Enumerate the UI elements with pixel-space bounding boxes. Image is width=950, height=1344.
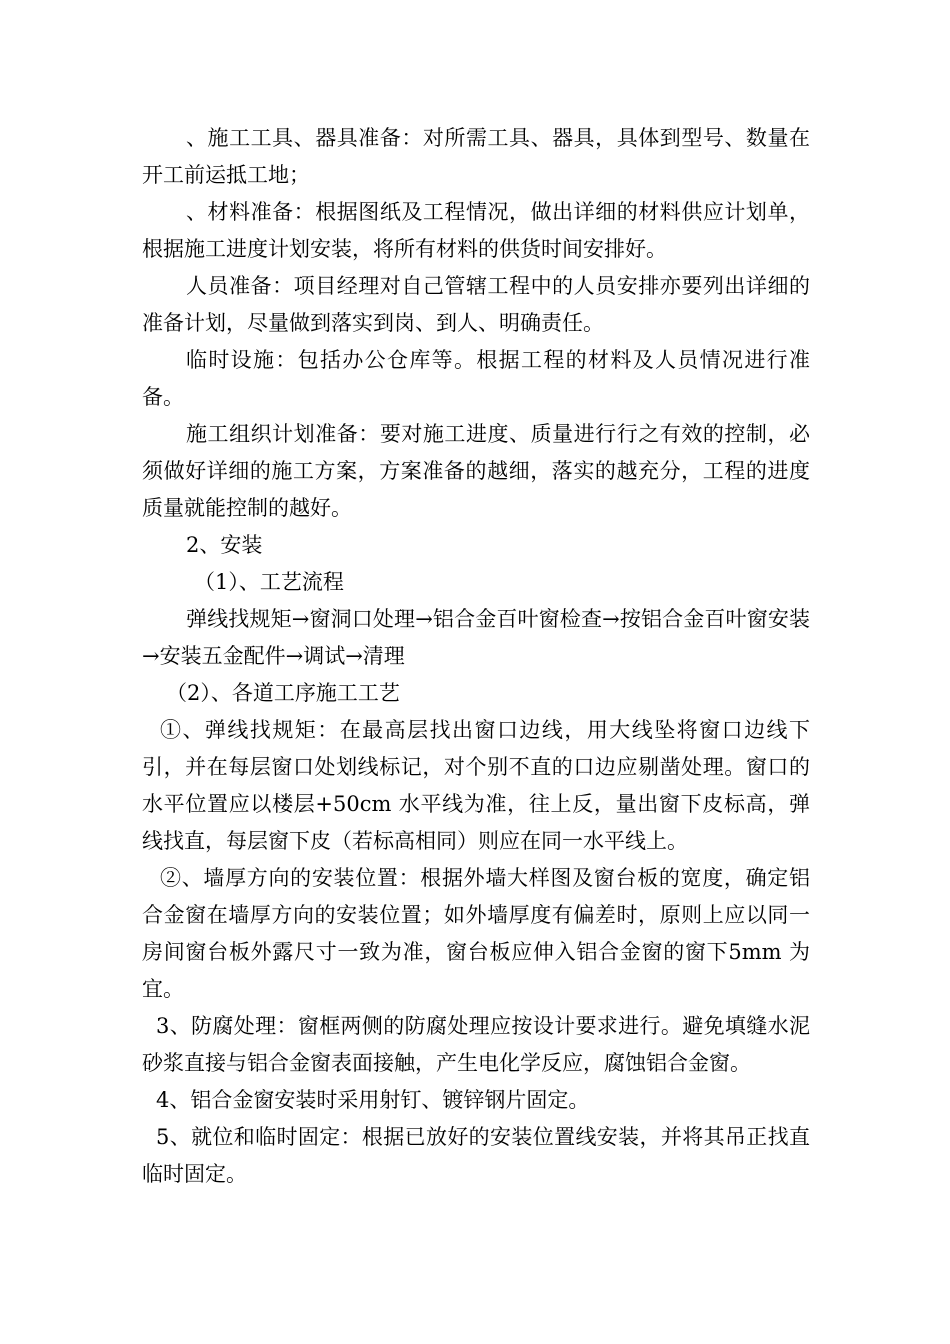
paragraph-fixing: 4、铝合金窗安装时采用射钉、镀锌钢片固定。 (156, 1088, 590, 1112)
paragraph-temporary-facilities: 临时设施：包括办公仓库等。根据工程的材料及人员情况进行准备。 (142, 348, 810, 409)
paragraph-line-marking: ①、弹线找规矩：在最高层找出窗口边线，用大线坠将窗口边线下引，并在每层窗口处划线标记，对个别不直的口边应剔凿处理。窗口的水平位置应以楼层+50cm 水平线为准，往上反，量出窗下皮标高，弹线找直，每层窗下皮（若标高相同）则应在同一水平线上。 (142, 718, 810, 853)
paragraph-wall-position: ②、墙厚方向的安装位置：根据外墙大样图及窗台板的宽度，确定铝合金窗在墙厚方向的安装位置；如外墙厚度有偏差时，原则上应以同一房间窗台板外露尺寸一致为准，窗台板应伸入铝合金窗的窗下5mm 为宜。 (142, 866, 810, 1001)
paragraph-construction-plan: 施工组织计划准备：要对施工进度、质量进行行之有效的控制，必须做好详细的施工方案，方案准备的越细，落实的越充分，工程的进度质量就能控制的越好。 (142, 422, 810, 520)
paragraph-process-flow: 弹线找规矩→窗洞口处理→铝合金百叶窗检查→按铝合金百叶窗安装→安装五金配件→调试→清理 (142, 607, 810, 668)
paragraph-positioning: 5、就位和临时固定：根据已放好的安装位置线安装，并将其吊正找直临时固定。 (142, 1125, 810, 1186)
document-body (142, 120, 810, 1193)
paragraph-tools-preparation: 、施工工具、器具准备：对所需工具、器具，具体到型号、数量在开工前运抵工地； (142, 126, 810, 187)
paragraph-anticorrosion: 3、防腐处理：窗框两侧的防腐处理应按设计要求进行。避免填缝水泥砂浆直接与铝合金窗表面接触，产生电化学反应，腐蚀铝合金窗。 (142, 1014, 810, 1075)
subsection-heading-procedures: （2）、各道工序施工工艺 (166, 681, 400, 705)
section-heading-installation: 2、安装 (186, 533, 263, 557)
paragraph-materials-preparation: 、材料准备：根据图纸及工程情况，做出详细的材料供应计划单，根据施工进度计划安装，将所有材料的供货时间安排好。 (142, 200, 810, 261)
subsection-heading-process-flow: （1）、工艺流程 (194, 570, 344, 594)
paragraph-personnel-preparation: 人员准备：项目经理对自己管辖工程中的人员安排亦要列出详细的准备计划，尽量做到落实到岗、到人、明确责任。 (142, 274, 810, 335)
